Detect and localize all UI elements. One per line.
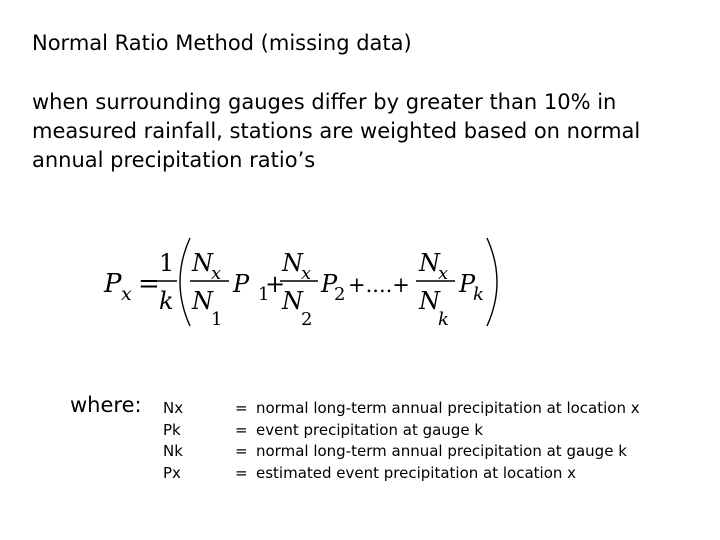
definition-symbol: Px bbox=[163, 463, 181, 482]
formula-plus: + bbox=[265, 270, 286, 298]
termk-den: N bbox=[419, 287, 440, 315]
term1-num-sub: x bbox=[211, 263, 222, 284]
term1-p-sub: 1 bbox=[258, 284, 270, 305]
definition-symbol: Pk bbox=[163, 420, 181, 439]
term1-p: P bbox=[233, 270, 250, 298]
definition-text: normal long-term annual precipitation at gauge k bbox=[256, 442, 627, 460]
description-line: measured rainfall, stations are weighted based on normal bbox=[32, 119, 641, 143]
right-paren bbox=[487, 238, 497, 326]
term2-den: N bbox=[282, 287, 303, 315]
definition-eq: = bbox=[235, 399, 248, 417]
term2-p-sub: 2 bbox=[334, 284, 346, 305]
termk-den-sub: k bbox=[438, 309, 449, 330]
definition-text: event precipitation at gauge k bbox=[256, 420, 484, 439]
term1-num: N bbox=[192, 249, 213, 277]
description-line: when surrounding gauges differ by greater than 10% in bbox=[32, 90, 617, 114]
definition-descriptions bbox=[256, 398, 640, 484]
termk-num: N bbox=[419, 249, 440, 277]
termk-p-sub: k bbox=[473, 284, 484, 305]
formula-ellipsis: +....+ bbox=[348, 273, 410, 297]
term2-p: P bbox=[321, 270, 338, 298]
where-label: where: bbox=[70, 393, 142, 417]
definition-eq: = bbox=[235, 463, 248, 482]
term1-den: N bbox=[192, 287, 213, 315]
termk-num-sub: x bbox=[438, 263, 449, 284]
term2-den-sub: 2 bbox=[301, 309, 313, 330]
definition-symbol: Nk bbox=[163, 442, 183, 460]
formula-frac-num: 1 bbox=[159, 249, 175, 277]
definition-symbols bbox=[163, 398, 183, 484]
slide-title: Normal Ratio Method (missing data) bbox=[32, 31, 412, 55]
definition-text: estimated event precipitation at location x bbox=[256, 463, 577, 482]
definition-equals bbox=[235, 398, 248, 484]
definition-eq: = bbox=[235, 420, 248, 439]
left-paren bbox=[180, 238, 190, 326]
formula-equals: = bbox=[138, 269, 160, 299]
definition-eq: = bbox=[235, 442, 248, 460]
term2-num-sub: x bbox=[301, 263, 312, 284]
term2-num: N bbox=[282, 249, 303, 277]
formula-lhs-sub: x bbox=[121, 283, 132, 305]
definition-text: normal long-term annual precipitation at location x bbox=[256, 399, 640, 417]
termk-p: P bbox=[459, 270, 476, 298]
definition-symbol: Nx bbox=[163, 399, 184, 417]
description-line: annual precipitation ratio’s bbox=[32, 148, 316, 172]
formula-frac-den: k bbox=[159, 287, 174, 315]
term1-den-sub: 1 bbox=[211, 309, 223, 330]
formula-lhs-var: P bbox=[104, 269, 122, 299]
